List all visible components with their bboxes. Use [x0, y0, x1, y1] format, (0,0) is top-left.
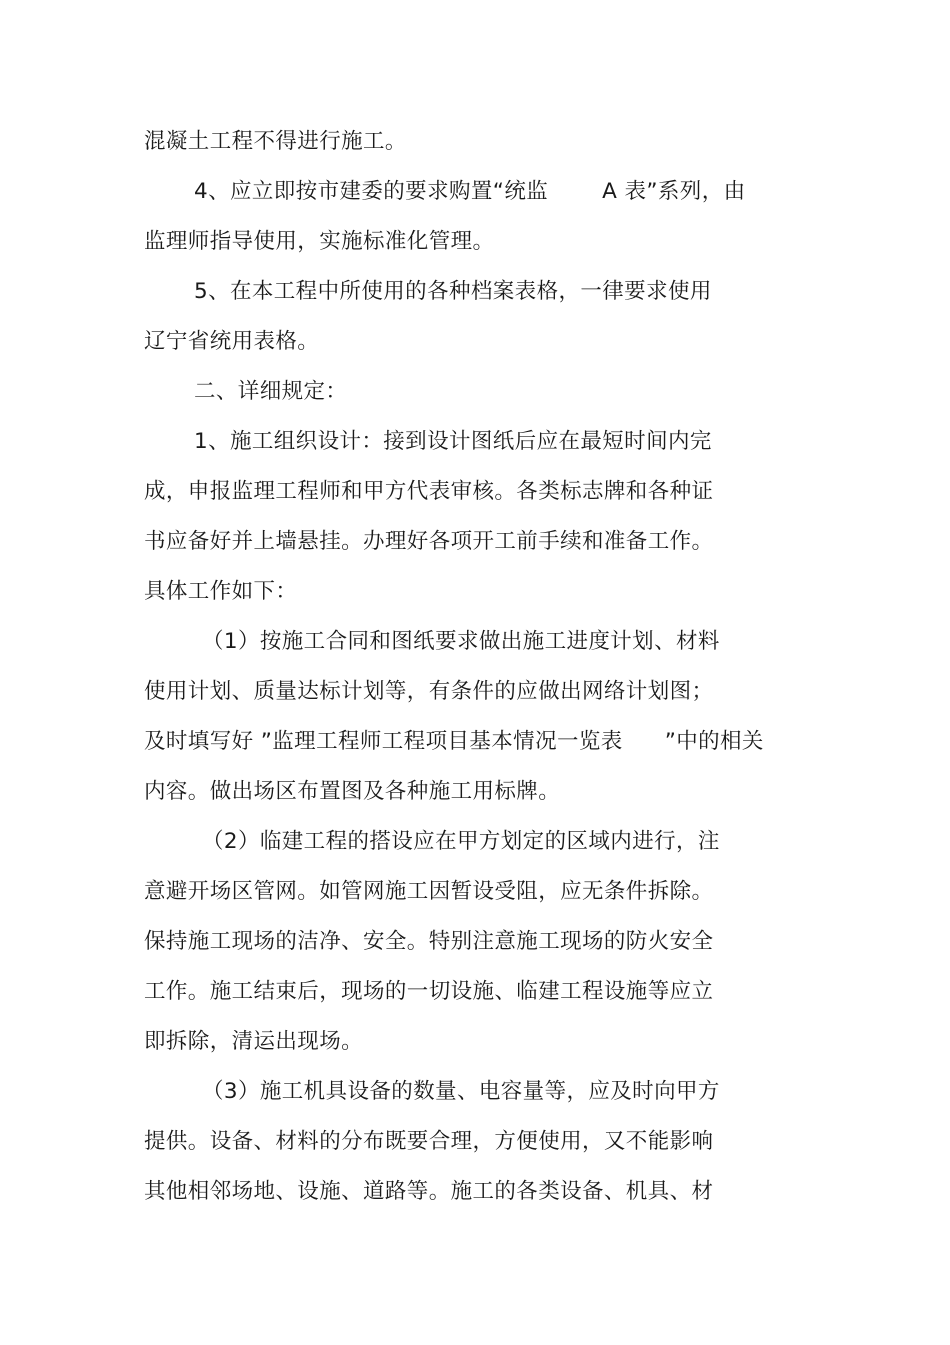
line-text: 1、施工组织设计：接到设计图纸后应在最短时间内完: [194, 429, 712, 454]
text-line: [144, 928, 713, 956]
line-text: 其他相邻场地、设施、道路等。施工的各类设备、机具、材: [144, 1179, 714, 1204]
line-text: 使用计划、质量达标计划等，有条件的应做出网络计划图；: [144, 679, 714, 704]
text-line: [144, 328, 319, 356]
text-line: [144, 528, 713, 556]
text-line: [144, 728, 764, 756]
text-line: [144, 678, 713, 706]
text-line: [144, 478, 713, 506]
line-text: 辽宁省统用表格。: [144, 329, 320, 354]
text-line: [194, 428, 712, 456]
line-text: 即拆除，清运出现场。: [144, 1029, 364, 1054]
text-line: [144, 778, 560, 806]
text-line: [194, 178, 746, 206]
text-line: [144, 1028, 363, 1056]
text-line: [144, 128, 407, 156]
line-text: ”中的相关: [664, 729, 764, 754]
line-text: A 表”系列，由: [602, 179, 746, 204]
text-line: [144, 878, 713, 906]
text-line: [144, 228, 494, 256]
line-text: 二、详细规定：: [194, 379, 348, 404]
text-line: [202, 828, 720, 856]
line-text: 监理师指导使用，实施标准化管理。: [144, 229, 495, 254]
line-text: 保持施工现场的洁净、安全。特别注意施工现场的防火安全: [144, 929, 714, 954]
line-text: 成，申报监理工程师和甲方代表审核。各类标志牌和各种证: [144, 479, 714, 504]
line-text: （2）临建工程的搭设应在甲方划定的区域内进行，注: [202, 829, 720, 854]
line-text: 书应备好并上墙悬挂。办理好各项开工前手续和准备工作。: [144, 529, 714, 554]
line-text: 内容。做出场区布置图及各种施工用标牌。: [144, 779, 561, 804]
line-text: 具体工作如下：: [144, 579, 298, 604]
text-line: [202, 1078, 720, 1106]
text-line: [144, 578, 297, 606]
line-text: 混凝土工程不得进行施工。: [144, 129, 407, 154]
text-line: [202, 628, 720, 656]
text-line: [144, 978, 713, 1006]
line-text: 及时填写好 ”监理工程师工程项目基本情况一览表: [144, 729, 623, 754]
line-text: （3）施工机具设备的数量、电容量等，应及时向甲方: [202, 1079, 720, 1104]
line-text: 意避开场区管网。如管网施工因暂设受阻，应无条件拆除。: [144, 879, 714, 904]
line-text: 5、在本工程中所使用的各种档案表格，一律要求使用: [194, 279, 712, 304]
line-text: 4、应立即按市建委的要求购置“统监: [194, 179, 549, 204]
text-line: [194, 278, 712, 306]
section-heading: [194, 378, 347, 406]
line-text: 工作。施工结束后，现场的一切设施、临建工程设施等应立: [144, 979, 714, 1004]
line-text: （1）按施工合同和图纸要求做出施工进度计划、材料: [202, 629, 720, 654]
text-line: [144, 1128, 713, 1156]
line-text: 提供。设备、材料的分布既要合理，方便使用，又不能影响: [144, 1129, 714, 1154]
text-line: [144, 1178, 713, 1206]
